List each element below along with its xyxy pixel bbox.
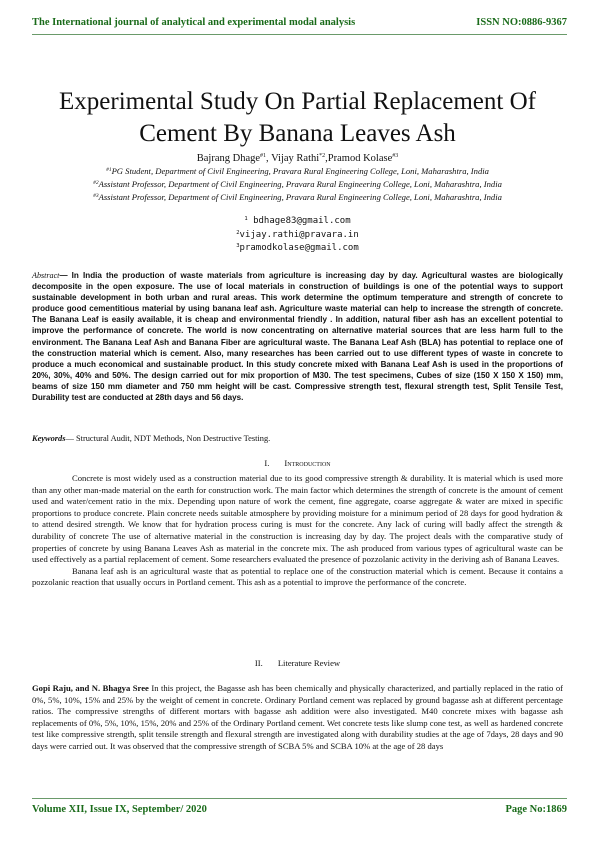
paragraph	[32, 683, 563, 753]
affiliation-2	[20, 177, 575, 190]
section-title: Literature Review	[277, 658, 341, 668]
keywords-dash: —	[65, 434, 76, 443]
section-title-initial: I	[284, 458, 288, 468]
paper-title-line1: Experimental Study On Partial Replacement Of	[59, 88, 536, 115]
email-sup: 1	[244, 216, 248, 222]
affiliation-text: Assistant Professor, Department of Civil Engineering, Pravara Rural Engineering College, Loni, Maharashtra, India	[98, 192, 502, 202]
abstract-text: In India the production of waste materials from agriculture is increasing day by day. Agricultural wastes are biologically decomposite in the open exposure. The use of local materials in construction of buildings is one of the potential ways to support sustainable development in both urban and rural areas. This work determine the optimum temperature and strength of concrete to produce good cementitious material by using banana leaf ash. Agriculture waste material can help to increase the strength of concrete. The Banana Leaf is easily available, it is cheap and environmental friendly . In addition, natural fiber ash has an excellent potential to improve the performance of concrete. The world is now concentrating on alternative material sources that are less harm full to the environment. The Banana Leaf Ash and Banana Fiber are agricultural waste. The Banana Leaf Ash (BLA) has potential to replace one of the construction material which is cement. Also, many researches has been carried out to use different types of waste in concrete to produce a much economical and sustainable product. In this study concrete mixed with Banana Leaf Ash is used in the proportions of 20%, 30%, 40% and 50%. The design carried out for mix proportion of M30. The test specimens, Cubes of size (150 X 150 X 150) mm, beams of size 150 mm diameter and 750 mm height will be cast. Compressive strength test, flexural strength test, Split Tensile Test, Durability test are conducted at 28th days and 56 days.	[32, 271, 563, 403]
introduction-body	[32, 473, 563, 589]
email-address[interactable]: vijay.rathi@pravara.in	[239, 229, 359, 240]
author-sup: *2	[319, 153, 326, 159]
author-sup: #1	[260, 153, 267, 159]
affiliation-3	[20, 190, 575, 203]
paragraph: Concrete is most widely used as a construction material due to its good compressive strength & durability. It is material which is used more than any other man-made material on the earth for construction work. The main factor which determines the strength of concrete is the amount of cement used and water/cement ratio in the mix. Depending upon nature of work the cement, fine aggregate, coarse aggregate & water are mixed in specific proportions to produce concrete. Plain concrete needs suitable atmosphere by providing moisture for a minimum period of 28 days for good hydration & to attend desired strength. We know that for hydration process curing is must for the concrete. Any lack of curing will badly affect the strength & durability of concrete The use of alternative material in the construction is increasing day by day. The project deals with the comparative study of properties of concrete by using Banana Leaves Ash as material in the concrete mix. The ash produced from various types of agricultural waste can be used effectively as a partial replacement of cement. Some researchers evaluated the presence of pozzolanic activity in the deriving ash of Banana Leaves.	[32, 473, 563, 565]
section-title-rest: ntroduction	[287, 458, 331, 468]
affiliation-text: PG Student, Department of Civil Engineering, Pravara Rural Engineering College, Loni, Maharashtra, India	[111, 166, 489, 176]
affiliation-text: Assistant Professor, Department of Civil Engineering, Pravara Rural Engineering College, Loni, Maharashtra, India	[98, 179, 502, 189]
section-number: I.	[264, 458, 270, 468]
author-name: ,Pramod Kolase	[325, 153, 393, 164]
footer-divider	[32, 798, 567, 799]
literature-review-body	[32, 683, 563, 753]
paragraph-text: In this project, the Bagasse ash has been chemically and physically characterized, and partially replaced in the ratio of 0%, 5%, 10%, 15% and 25% by the weight of cement in concrete. Ordinary Portland cement was replaced by ground bagasse ash at different percentage ratios. The compressive strengths of different mortars with bagasse ash addition were also investigated. M40 concrete mixes with bagasse ash replacements of 0%, 5%, 10%, 15%, 20% and 25% of the Ordinary Portland cement. Wet concrete tests like slump cone test, as well as hardened concrete test like compressive strength, split tensile strength and flexural strength are investigated along with durability studies at the age of 7days, 28 days and 90 days were carried out. It was observed that the compressive strength of SCBA 5% and SCBA 10% at the age of 28 days	[32, 683, 563, 751]
abstract	[32, 270, 563, 403]
paper-title-line2: Cement By Banana Leaves Ash	[139, 120, 456, 147]
reference-authors: Gopi Raju, and N. Bhagya Sree	[32, 683, 149, 693]
email-line	[150, 241, 445, 255]
affiliation-sup: #1	[106, 167, 112, 173]
email-list	[150, 214, 445, 255]
email-line	[150, 228, 445, 242]
keywords-label: Keywords	[32, 434, 66, 443]
volume-info: Volume XII, Issue IX, September/ 2020	[32, 803, 207, 815]
email-sup: 2	[236, 229, 240, 236]
abstract-dash: —	[59, 271, 72, 280]
journal-name: The International journal of analytical and experimental modal analysis	[32, 16, 356, 28]
author-name: Bajrang Dhage	[196, 153, 261, 164]
author-sup: #3	[392, 153, 399, 159]
email-address[interactable]: bdhage83@gmail.com	[247, 216, 351, 226]
section-number: II.	[254, 658, 263, 668]
section-heading-introduction	[32, 458, 563, 469]
paragraph: Banana leaf ash is an agricultural waste that as potential to replace one of the construction material which is cement. Because it contains a pozzolanic reaction that usually occurs in Portland cement. This ash as a potential to improve the performance of the concrete.	[32, 565, 563, 588]
affiliation-1	[20, 164, 575, 177]
issn-number: ISSN NO:0886-9367	[476, 16, 567, 28]
keywords	[32, 433, 563, 444]
author-name: , Vijay Rathi	[266, 153, 320, 164]
paper-title	[40, 86, 555, 150]
author-list	[40, 150, 555, 165]
affiliation-sup: #3	[93, 193, 99, 199]
header-divider	[32, 34, 567, 35]
keywords-text: Structural Audit, NDT Methods, Non Destructive Testing.	[75, 434, 271, 443]
email-sup: 3	[236, 243, 240, 249]
page-header	[32, 14, 567, 30]
abstract-label: Abstract	[32, 271, 60, 280]
affiliation-sup: #2	[93, 180, 99, 186]
email-line	[150, 214, 445, 228]
email-address[interactable]: pramodkolase@gmail.com	[239, 243, 359, 253]
page-footer	[32, 802, 567, 816]
section-heading-literature-review	[32, 658, 563, 669]
page-number: Page No:1869	[505, 803, 567, 815]
